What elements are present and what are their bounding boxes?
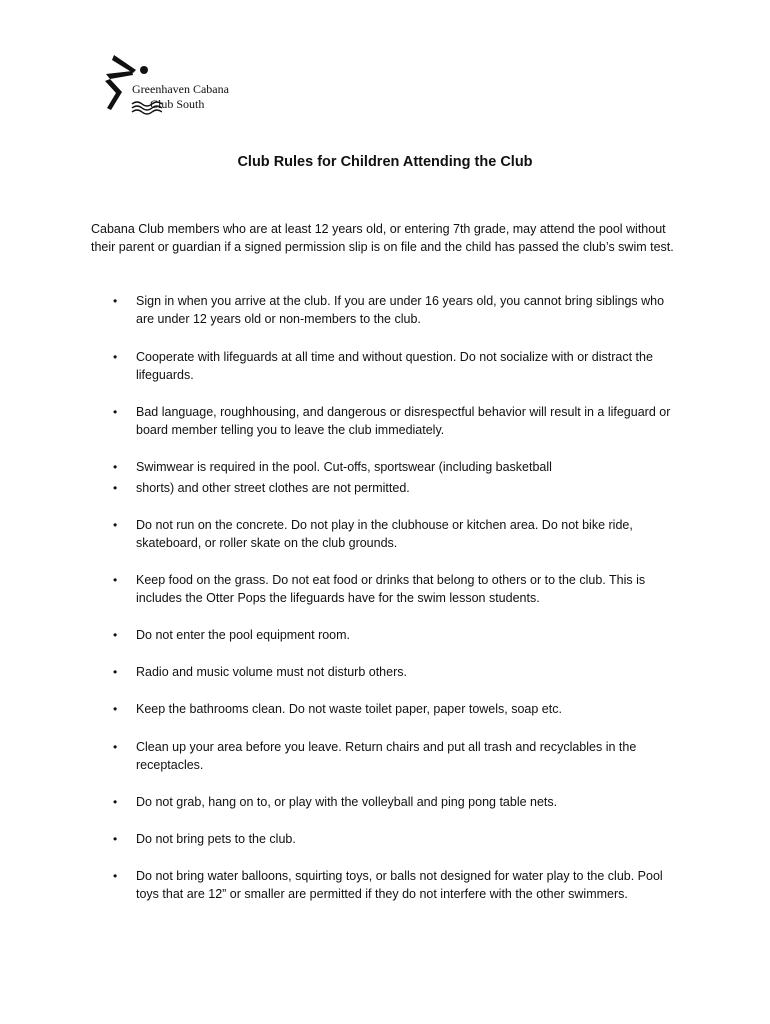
logo-line-2: Club South	[150, 97, 205, 111]
rule-item	[91, 830, 681, 848]
rule-item	[91, 700, 681, 718]
rule-item	[91, 348, 681, 384]
rule-text: Do not bring pets to the club.	[136, 832, 296, 846]
rule-text: Swimwear is required in the pool. Cut-offs, sportswear (including basketball	[136, 460, 552, 474]
rule-text: Clean up your area before you leave. Return chairs and put all trash and recyclables in the receptacles.	[136, 740, 637, 772]
rule-text: shorts) and other street clothes are not permitted.	[136, 481, 410, 495]
rule-item	[91, 663, 681, 681]
bullet-icon: •	[113, 832, 118, 846]
bullet-icon: •	[113, 869, 118, 883]
page-title: Club Rules for Children Attending the Club	[237, 154, 533, 170]
bullet-icon: •	[113, 573, 118, 587]
bullet-icon: •	[113, 350, 118, 364]
rule-item	[91, 403, 681, 439]
bullet-icon: •	[113, 518, 118, 532]
rule-text: Radio and music volume must not disturb others.	[136, 665, 407, 679]
bullet-icon: •	[113, 481, 118, 495]
rule-item	[91, 867, 681, 903]
intro-paragraph: Cabana Club members who are at least 12 years old, or entering 7th grade, may attend the pool without their parent or guardian if a signed permission slip is on file and the child has passed the club’s swim test.	[91, 222, 674, 254]
bullet-icon: •	[113, 702, 118, 716]
rule-text: Do not grab, hang on to, or play with the volleyball and ping pong table nets.	[136, 795, 558, 809]
bullet-icon: •	[113, 460, 118, 474]
rule-text: Keep food on the grass. Do not eat food or drinks that belong to others or to the club. This is includes the Otter Pops the lifeguards have for the swim lesson students.	[136, 573, 646, 605]
bullet-icon: •	[113, 740, 118, 754]
rule-item	[91, 738, 681, 774]
rule-text: Cooperate with lifeguards at all time and without question. Do not socialize with or distract the lifeguards.	[136, 350, 653, 382]
rule-item	[91, 458, 681, 476]
rule-item	[91, 479, 681, 497]
rule-item	[91, 292, 681, 328]
rule-text: Do not bring water balloons, squirting toys, or balls not designed for water play to the club. Pool toys that are 12” or smaller are permitted if they do not interfere with the other swimmers.	[136, 869, 663, 901]
rule-item	[91, 626, 681, 644]
rule-item	[91, 516, 681, 552]
rule-text: Bad language, roughhousing, and dangerous or disrespectful behavior will result in a lifeguard or board member telling you to leave the club immediately.	[136, 405, 671, 437]
rule-text: Sign in when you arrive at the club. If you are under 16 years old, you cannot bring siblings who are under 12 years old or non-members to the club.	[136, 294, 665, 326]
bullet-icon: •	[113, 628, 118, 642]
rule-text: Do not run on the concrete. Do not play in the clubhouse or kitchen area. Do not bike ride, skateboard, or roller skate on the club grounds.	[136, 518, 633, 550]
rule-text: Keep the bathrooms clean. Do not waste toilet paper, paper towels, soap etc.	[136, 702, 562, 716]
bullet-icon: •	[113, 294, 118, 308]
rule-item	[91, 793, 681, 811]
bullet-icon: •	[113, 405, 118, 419]
club-logo	[102, 52, 262, 116]
bullet-icon: •	[113, 665, 118, 679]
rule-item	[91, 571, 681, 607]
logo-line-1: Greenhaven Cabana	[132, 82, 229, 96]
rule-text: Do not enter the pool equipment room.	[136, 628, 351, 642]
bullet-icon: •	[113, 795, 118, 809]
